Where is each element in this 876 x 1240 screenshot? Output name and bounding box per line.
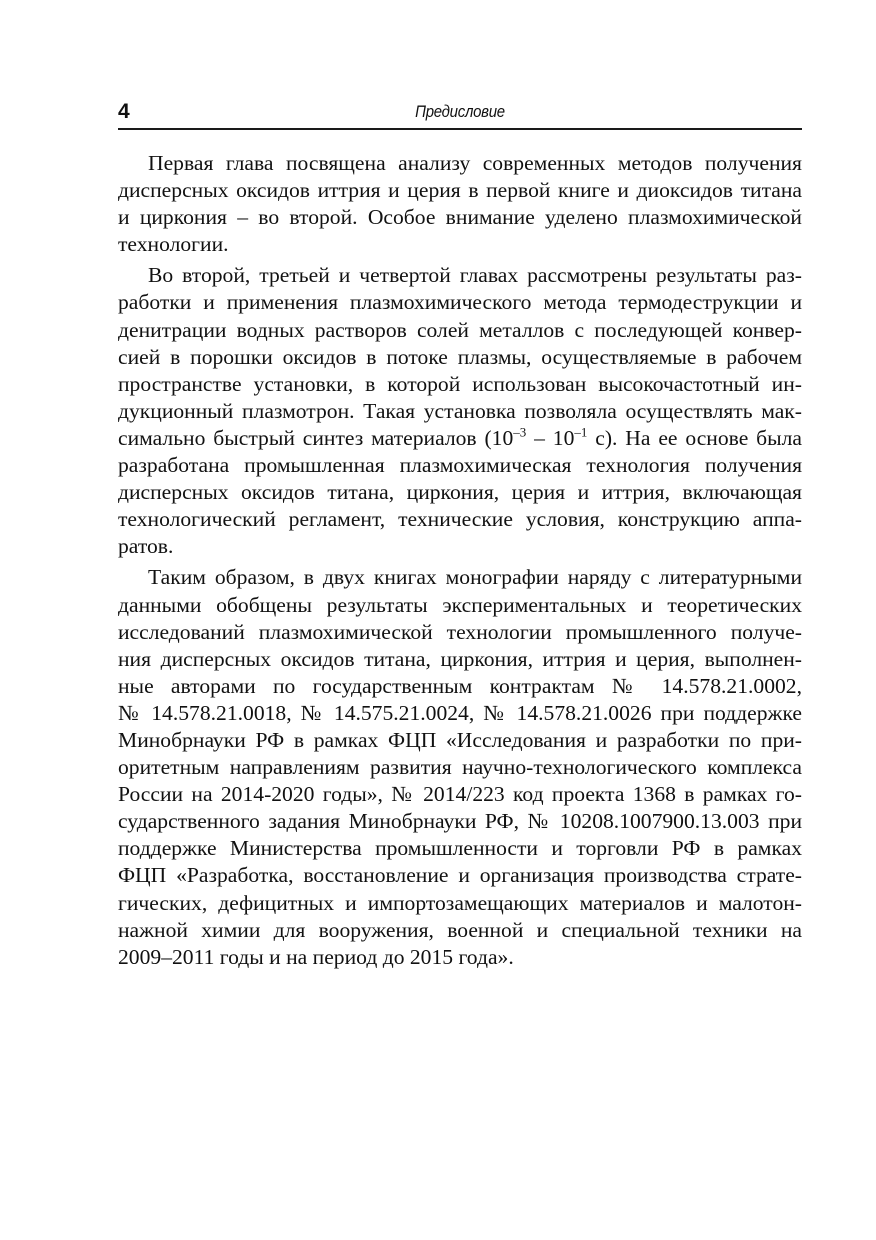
section-title: Предисловие <box>415 102 505 121</box>
formula-text-middle: – 10 <box>526 425 575 450</box>
text-line: России на 2014-2020 годы», № 2014/223 код проекта 1368 в рамках го- <box>118 782 802 807</box>
text-line: оритетным направлениям развития научно-технологического комплекса <box>118 755 802 780</box>
text-line: денитрации водных растворов солей металлов с последующей конвер- <box>118 317 802 342</box>
text-line: Во второй, третьей и четвертой главах рассмотрены результаты раз- <box>148 263 802 288</box>
text-line: разработана промышленная плазмохимическая технология получения <box>118 453 802 478</box>
text-line: нажной химии для вооружения, военной и специальной техники на <box>118 917 802 942</box>
formula-line <box>118 425 802 452</box>
page-number: 4 <box>118 100 130 123</box>
text-line: исследований плазмохимической технологии промышленного получе- <box>118 619 802 644</box>
paragraph-2 <box>118 262 802 560</box>
text-line: технологии. <box>118 232 229 257</box>
text-line: технологический регламент, технические условия, конструкцию аппа- <box>118 507 802 532</box>
text-line: Первая глава посвящена анализу современных методов получения <box>148 151 802 175</box>
text-line: № 14.578.21.0018, № 14.575.21.0024, № 14.578.21.0026 при поддержке <box>118 700 802 725</box>
text-line: данными обобщены результаты экспериментальных и теоретических <box>118 592 802 617</box>
formula-text-before: симально быстрый синтез материалов (10 <box>118 425 514 450</box>
running-header <box>118 98 802 130</box>
paragraph-1 <box>118 150 802 258</box>
text-line: ратов. <box>118 534 174 559</box>
text-line: ные авторами по государственным контрактам № 14.578.21.0002, <box>118 673 802 698</box>
text-line: ФЦП «Разработка, восстановление и организация производства страте- <box>118 863 802 888</box>
exponent-2: –1 <box>574 424 588 440</box>
text-line: и циркония – во второй. Особое внимание уделено плазмохимической <box>118 205 802 230</box>
text-line: Таким образом, в двух книгах монографии наряду с литературными <box>148 565 802 590</box>
text-line: сией в порошки оксидов в потоке плазмы, осуществляемые в рабочем <box>118 344 802 369</box>
paragraph-3 <box>118 564 802 970</box>
text-line: работки и применения плазмохимического метода термодеструкции и <box>118 290 802 315</box>
text-line: 2009–2011 годы и на период до 2015 года». <box>118 944 514 969</box>
text-line: Минобрнауки РФ в рамках ФЦП «Исследования и разработки по при- <box>118 727 802 752</box>
formula-text-after: с). На ее основе была <box>587 425 803 450</box>
text-line: ния дисперсных оксидов титана, циркония, иттрия и церия, выполнен- <box>118 646 802 671</box>
exponent-1: –3 <box>513 424 527 440</box>
text-line: пространстве установки, в которой использован высокочастотный ин- <box>118 371 802 396</box>
text-line: сударственного задания Минобрнауки РФ, № 10208.1007900.13.003 при <box>118 809 802 834</box>
text-line: гических, дефицитных и импортозамещающих материалов и малотон- <box>118 890 802 915</box>
text-line: поддержке Министерства промышленности и торговли РФ в рамках <box>118 836 802 861</box>
text-line: дисперсных оксидов титана, циркония, церия и иттрия, включающая <box>118 480 802 505</box>
text-line: дисперсных оксидов иттрия и церия в первой книге и диоксидов титана <box>118 178 802 203</box>
body-text <box>118 150 802 975</box>
text-line: дукционный плазмотрон. Такая установка позволяла осуществлять мак- <box>118 398 802 423</box>
